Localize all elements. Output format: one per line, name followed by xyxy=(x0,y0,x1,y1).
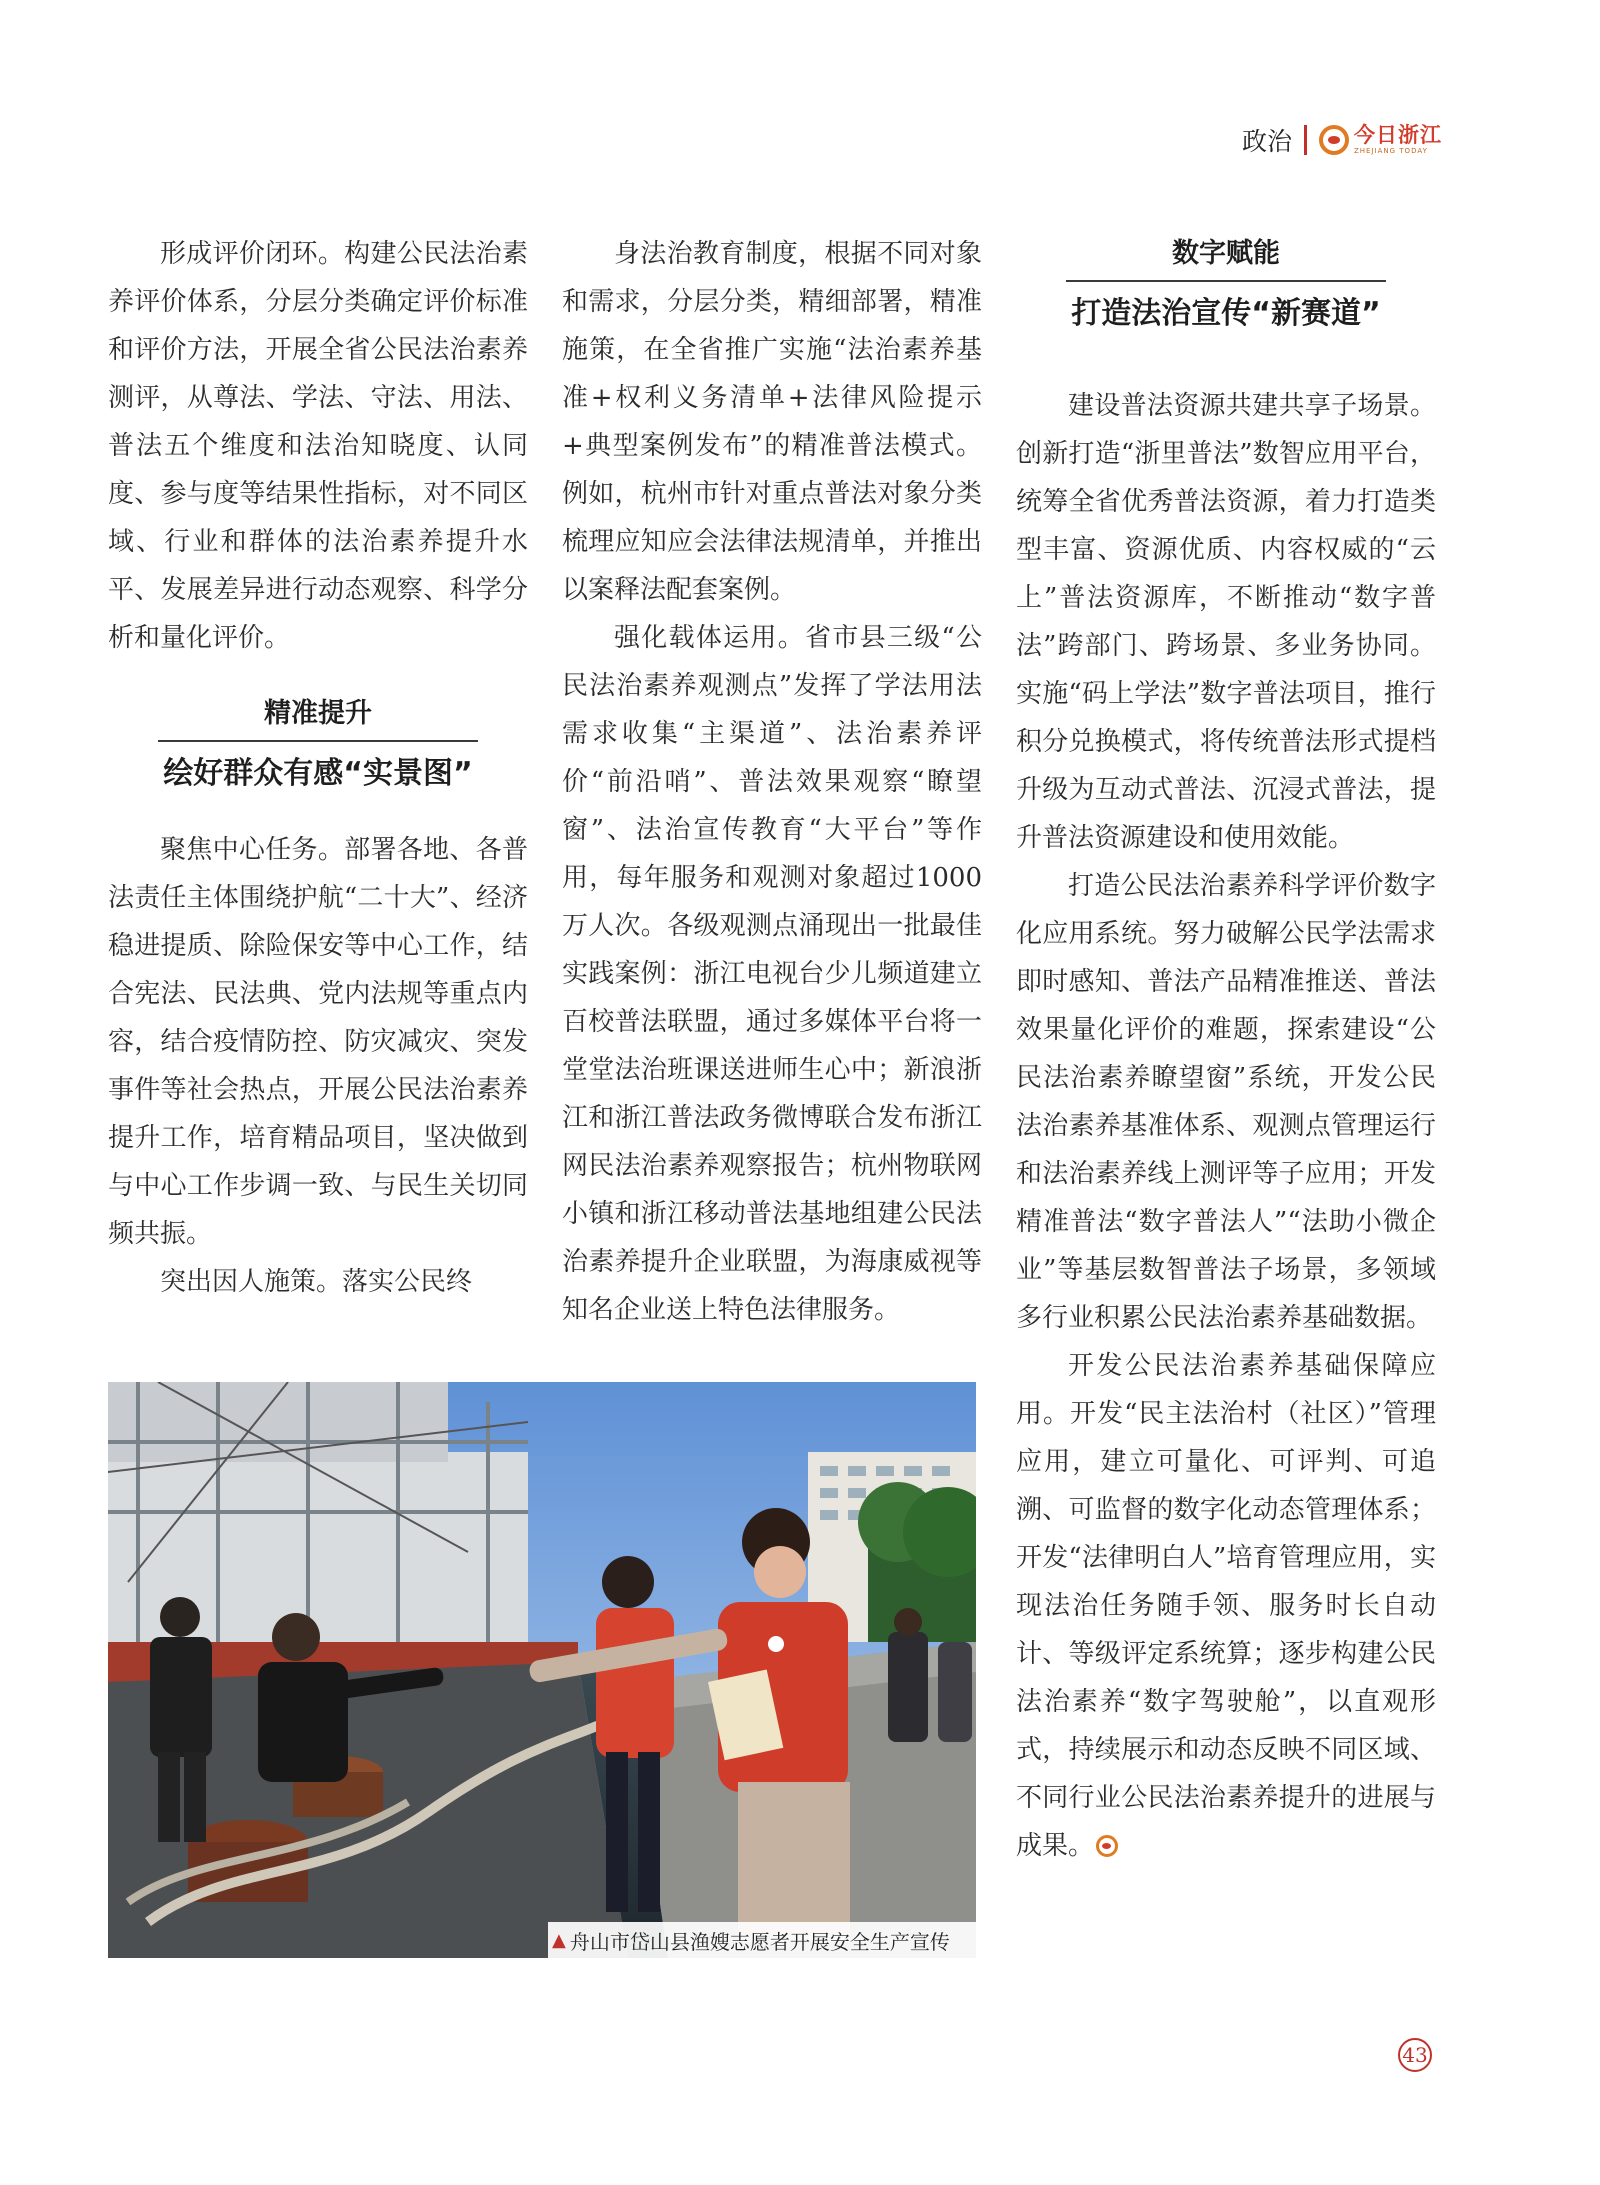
paragraph xyxy=(1016,862,1436,1342)
paragraph: 聚焦中心任务。部署各地、各普法责任主体围绕护航“二十大”、经济稳进提质、除险保安等中心工作，结合宪法、民法典、党内法规等重点内容，结合疫情防控、防灾减灾、突发事件等社会热点，开展公民法治素养提升工作，培育精品项目，坚决做到与中心工作步调一致、与民生关切同频共振。 xyxy=(108,835,528,1249)
magazine-logo xyxy=(1319,125,1442,155)
paragraph: 形成评价闭环。构建公民法治素养评价体系，分层分类确定评价标准和评价方法，开展全省公民法治素养测评，从尊法、学法、守法、用法、普法五个维度和法治知晓度、认同度、参与度等结果性指标，对不同区域、行业和群体的法治素养提升水平、发展差异进行动态观察、科学分析和量化评价。 xyxy=(108,239,528,653)
column-3 xyxy=(1016,230,1436,1870)
paragraph: 突出因人施策。落实公民终 xyxy=(160,1267,473,1297)
photo-illustration xyxy=(108,1382,976,1958)
page-number: 43 xyxy=(1398,2038,1432,2072)
paragraph xyxy=(1016,1342,1436,1870)
logo-title: 今日浙江 xyxy=(1354,123,1442,147)
logo-subtitle: ZHEJIANG TODAY xyxy=(1354,147,1428,155)
end-mark-icon xyxy=(1096,1835,1118,1857)
page-header xyxy=(1242,118,1442,162)
subheading xyxy=(1016,230,1436,338)
subheading-title: 打造法治宣传“新赛道” xyxy=(1071,296,1381,331)
paragraph: 建设普法资源共建共享子场景。创新打造“浙里普法”数智应用平台，统筹全省优秀普法资源，着力打造类型丰富、资源优质、内容权威的“云上”普法资源库，不断推动“数字普法”跨部门、跨场景、多业务协同。实施“码上学法”数字普法项目，推行积分兑换模式，将传统普法形式提档升级为互动式普法、沉浸式普法，提升普法资源建设和使用效能。 xyxy=(1016,391,1436,853)
column-2 xyxy=(562,230,982,1334)
paragraph-text: 开发公民法治素养基础保障应用。开发“民主法治村（社区）”管理应用，建立可量化、可评判、可追溯、可监督的数字化动态管理体系；开发“法律明白人”培育管理应用，实现法治任务随手领、服务时长自动计、等级评定系统算；逐步构建公民法治素养“数字驾驶舱”，以直观形式，持续展示和动态反映不同区域、不同行业公民法治素养提升的进展与成果。 xyxy=(1016,1351,1436,1861)
header-divider xyxy=(1304,125,1307,155)
paragraph: 身法治教育制度，根据不同对象和需求，分层分类，精细部署，精准施策，在全省推广实施“法治素养基准+权利义务清单+法律风险提示+典型案例发布”的精准普法模式。例如，杭州市针对重点普法对象分类梳理应知应会法律法规清单，并推出以案释法配套案例。 xyxy=(562,239,982,605)
column-1 xyxy=(108,230,528,1306)
section-label: 政治 xyxy=(1241,127,1292,156)
subheading-kicker: 精准提升 xyxy=(264,698,372,729)
photo-caption xyxy=(548,1922,976,1958)
caption-triangle-icon: ▲ xyxy=(552,1929,566,1951)
subheading-rule xyxy=(158,740,478,742)
subheading xyxy=(108,690,528,798)
subheading-title: 绘好群众有感“实景图” xyxy=(163,756,473,791)
paragraph: 强化载体运用。省市县三级“公民法治素养观测点”发挥了学法用法需求收集“主渠道”、法治素养评价“前沿哨”、普法效果观察“瞭望窗”、法治宣传教育“大平台”等作用，每年服务和观测对象超过1000万人次。各级观测点涌现出一批最佳实践案例：浙江电视台少儿频道建立百校普法联盟，通过多媒体平台将一堂堂法治班课送进师生心中；新浪浙江和浙江普法政务微博联合发布浙江网民法治素养观察报告；杭州物联网小镇和浙江移动普法基地组建公民法治素养提升企业联盟，为海康威视等知名企业送上特色法律服务。 xyxy=(562,623,982,1325)
article-photo xyxy=(108,1382,976,1958)
caption-text: 舟山市岱山县渔嫂志愿者开展安全生产宣传 xyxy=(569,1929,950,1954)
subheading-rule xyxy=(1066,280,1386,282)
subheading-kicker: 数字赋能 xyxy=(1172,238,1280,269)
logo-mark-icon xyxy=(1319,125,1349,155)
paragraph-text: 打造公民法治素养科学评价数字化应用系统。努力破解公民学法需求即时感知、普法产品精准推送、普法效果量化评价的难题，探索建设“公民法治素养瞭望窗”系统，开发公民法治素养基准体系、观测点管理运行和法治素养线上测评等子应用；开发精准普法“数字普法人”“法助小微企业”等基层数智普法子场景，多领域多行业积累公民法治素养基础数据。 xyxy=(1016,871,1436,1333)
